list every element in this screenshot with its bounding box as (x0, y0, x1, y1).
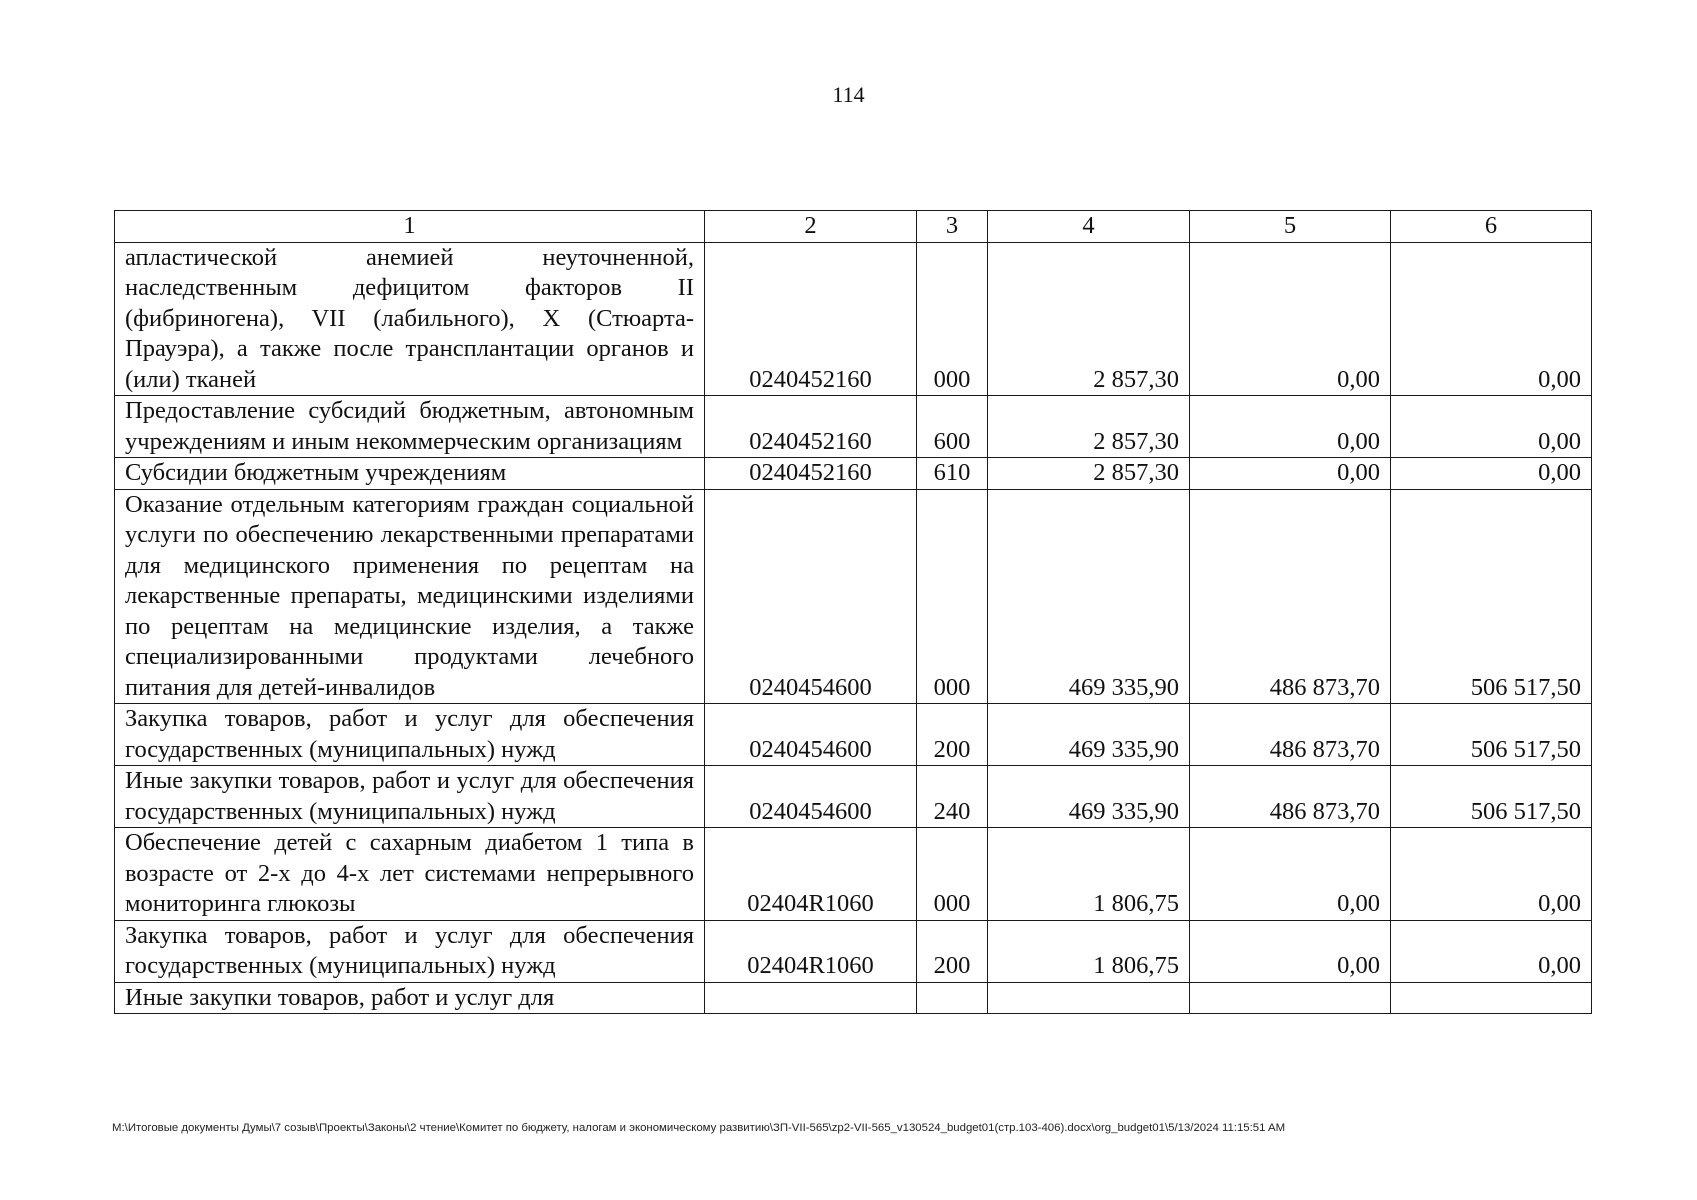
row-amount-year2: 486 873,70 (1190, 704, 1391, 766)
row-amount-year3: 0,00 (1391, 242, 1592, 396)
row-expense-type: 200 (917, 704, 988, 766)
row-amount-year3: 506 517,50 (1391, 766, 1592, 828)
table-row (115, 458, 1592, 490)
row-target-code: 02404R1060 (705, 920, 917, 982)
row-amount-year2: 486 873,70 (1190, 766, 1391, 828)
table-row (115, 920, 1592, 982)
column-header-5: 5 (1190, 211, 1391, 243)
row-expense-type (917, 982, 988, 1014)
row-target-code: 0240454600 (705, 489, 917, 704)
row-amount-year3: 0,00 (1391, 458, 1592, 490)
row-description: Закупка товаров, работ и услуг для обеспечения государственных (муниципальных) нужд (115, 704, 705, 766)
header-row (115, 211, 1592, 243)
row-expense-type: 610 (917, 458, 988, 490)
column-header-4: 4 (988, 211, 1190, 243)
row-amount-year3: 0,00 (1391, 396, 1592, 458)
row-amount-year1: 469 335,90 (988, 766, 1190, 828)
row-amount-year2: 0,00 (1190, 458, 1391, 490)
row-description: Субсидии бюджетным учреждениям (115, 458, 705, 490)
table-row (115, 396, 1592, 458)
row-target-code: 0240454600 (705, 766, 917, 828)
column-header-2: 2 (705, 211, 917, 243)
table-row (115, 766, 1592, 828)
row-amount-year2 (1190, 982, 1391, 1014)
row-amount-year2: 0,00 (1190, 242, 1391, 396)
row-description: Иные закупки товаров, работ и услуг для (115, 982, 705, 1014)
row-expense-type: 000 (917, 242, 988, 396)
row-target-code: 0240454600 (705, 704, 917, 766)
file-path-footer: M:\Итоговые документы Думы\7 созыв\Проекты\Законы\2 чтение\Комитет по бюджету, налогам и экономическому развитию\ЗП-VII-565\zp2-VII-565_v130524_budget01(стр.103-406).docx\org_budget01\5/13/2024 11:15:51 AM (112, 1122, 1286, 1134)
table-row (115, 828, 1592, 921)
row-amount-year1: 469 335,90 (988, 489, 1190, 704)
column-header-3: 3 (917, 211, 988, 243)
row-amount-year1: 2 857,30 (988, 396, 1190, 458)
row-amount-year3 (1391, 982, 1592, 1014)
row-amount-year3: 506 517,50 (1391, 704, 1592, 766)
row-expense-type: 200 (917, 920, 988, 982)
row-description: Закупка товаров, работ и услуг для обеспечения государственных (муниципальных) нужд (115, 920, 705, 982)
row-expense-type: 240 (917, 766, 988, 828)
table-row (115, 489, 1592, 704)
table-row (115, 982, 1592, 1014)
row-amount-year1: 1 806,75 (988, 920, 1190, 982)
row-amount-year1: 1 806,75 (988, 828, 1190, 921)
row-amount-year1: 469 335,90 (988, 704, 1190, 766)
row-amount-year2: 0,00 (1190, 396, 1391, 458)
row-expense-type: 600 (917, 396, 988, 458)
row-amount-year3: 506 517,50 (1391, 489, 1592, 704)
row-description: Предоставление субсидий бюджетным, автономным учреждениям и иным некоммерческим организациям (115, 396, 705, 458)
page-number: 114 (832, 82, 865, 107)
row-description: апластической анемией неуточненной, наследственным дефицитом факторов II (фибриногена), VII (лабильного), X (Стюарта-Прауэра), а также после трансплантации органов и (или) тканей (115, 242, 705, 396)
row-target-code: 0240452160 (705, 242, 917, 396)
row-target-code: 0240452160 (705, 396, 917, 458)
row-amount-year3: 0,00 (1391, 920, 1592, 982)
table-row (115, 242, 1592, 396)
row-amount-year2: 486 873,70 (1190, 489, 1391, 704)
row-target-code (705, 982, 917, 1014)
row-amount-year2: 0,00 (1190, 920, 1391, 982)
row-description: Иные закупки товаров, работ и услуг для обеспечения государственных (муниципальных) нужд (115, 766, 705, 828)
column-header-6: 6 (1391, 211, 1592, 243)
row-amount-year2: 0,00 (1190, 828, 1391, 921)
budget-table (114, 210, 1592, 1014)
row-expense-type: 000 (917, 828, 988, 921)
row-description: Оказание отдельным категориям граждан социальной услуги по обеспечению лекарственными препаратами для медицинского применения по рецептам на лекарственные препараты, медицинскими изделиями по рецептам на медицинские изделия, а также специализированными продуктами лечебного питания для детей-инвалидов (115, 489, 705, 704)
row-amount-year1 (988, 982, 1190, 1014)
row-amount-year1: 2 857,30 (988, 458, 1190, 490)
table-row (115, 704, 1592, 766)
row-target-code: 0240452160 (705, 458, 917, 490)
column-header-1: 1 (115, 211, 705, 243)
row-amount-year3: 0,00 (1391, 828, 1592, 921)
row-target-code: 02404R1060 (705, 828, 917, 921)
row-amount-year1: 2 857,30 (988, 242, 1190, 396)
row-description: Обеспечение детей с сахарным диабетом 1 типа в возрасте от 2-х до 4-х лет системами непрерывного мониторинга глюкозы (115, 828, 705, 921)
row-expense-type: 000 (917, 489, 988, 704)
